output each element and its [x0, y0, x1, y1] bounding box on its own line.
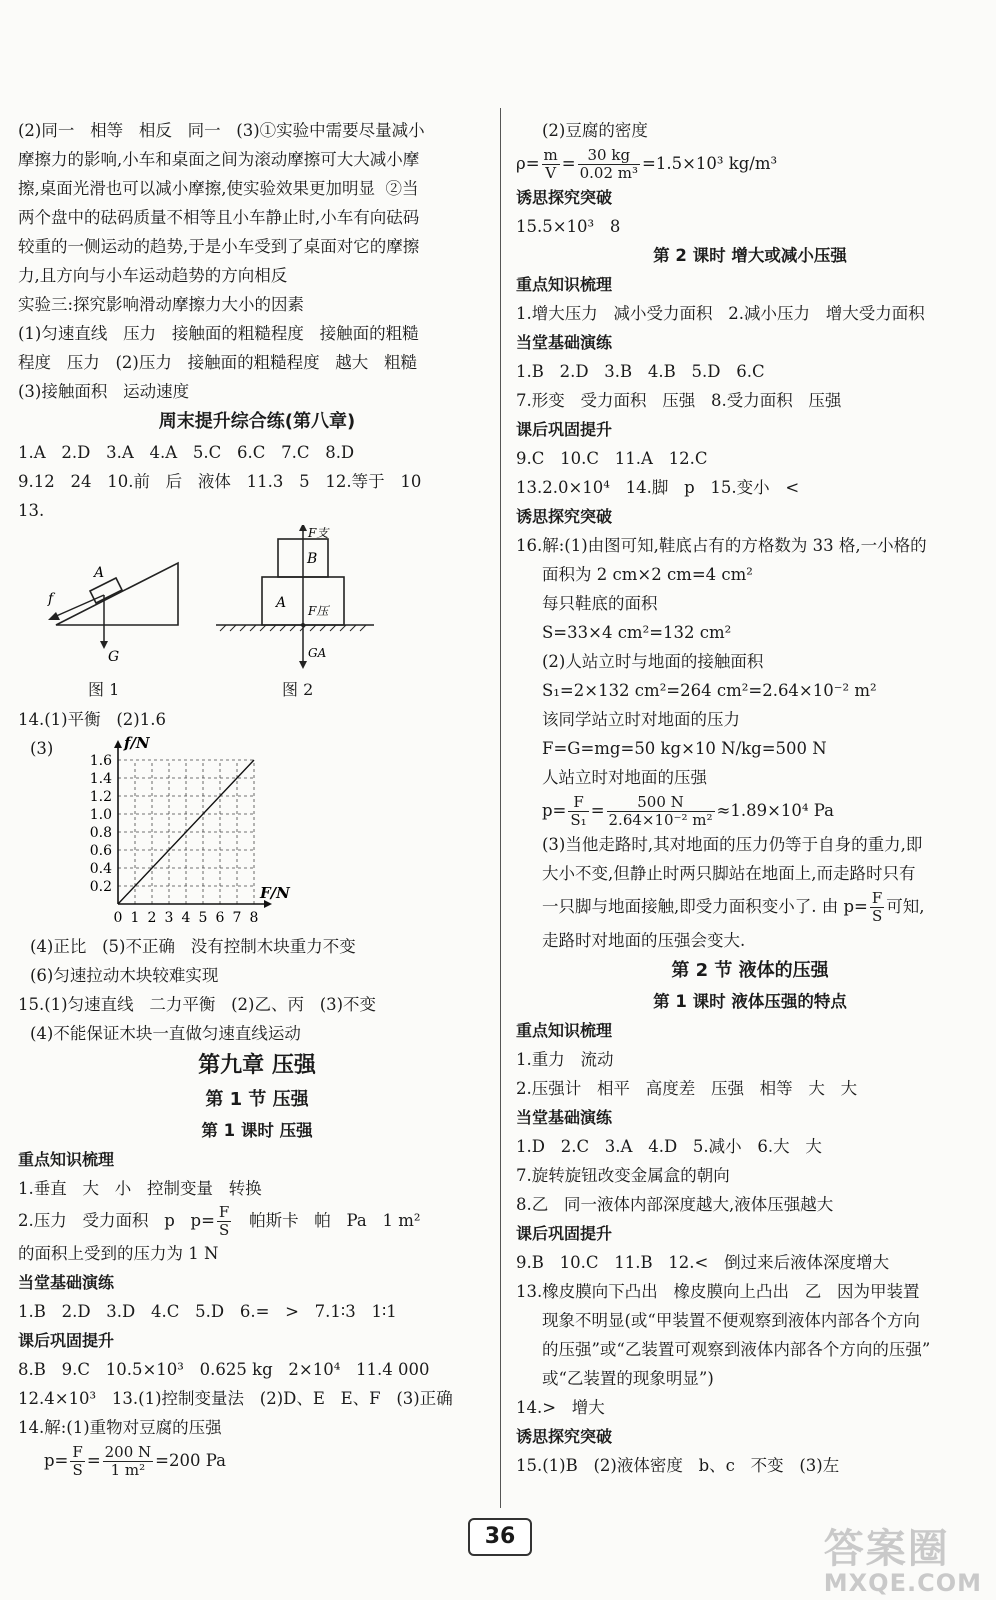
- answer-line: S₁=2×132 cm²=264 cm²=2.64×10⁻² m²: [542, 681, 877, 700]
- figure-2: [216, 525, 374, 669]
- heading: 重点知识梳理: [516, 1021, 613, 1040]
- text: ≈1.89×10⁴ Pa: [716, 801, 834, 820]
- formula-line: [516, 792, 984, 830]
- y-tick-label: 0.6: [89, 843, 112, 859]
- text-line: 较重的一侧运动的趋势,于是小车受到了桌面对它的摩擦: [18, 237, 420, 256]
- fig2-label-a: A: [276, 595, 287, 611]
- fraction: [870, 890, 884, 925]
- text: 可知,: [886, 897, 925, 916]
- answer-line: 12.4×10³ 13.(1)控制变量法 (2)D、E E、F (3)正确: [18, 1389, 453, 1408]
- y-tick-label: 0.8: [89, 825, 112, 841]
- y-tick-label: 1.4: [89, 771, 112, 787]
- answer-line: 7.形变 受力面积 压强 8.受力面积 压强: [516, 391, 842, 410]
- answer-line: 9.B 10.C 11.B 12.< 倒过来后液体深度增大: [516, 1253, 890, 1272]
- arrow-head: [100, 641, 108, 649]
- denominator: S₁: [570, 811, 587, 829]
- answer-line: 16.解:(1)由图可知,鞋底占有的方格数为 33 格,一小格的: [516, 536, 927, 555]
- fraction: [70, 1444, 84, 1479]
- watermark-logo: [824, 1528, 982, 1596]
- page-number: 36: [468, 1518, 532, 1556]
- answer-line: (3)当他走路时,其对地面的压力仍等于自身的重力,即: [542, 835, 923, 854]
- answer-line: 或“乙装置的现象明显”): [542, 1369, 714, 1388]
- text-line: 擦,桌面光滑也可以减小摩擦,使实验效果更加明显 ②当: [18, 179, 419, 198]
- fraction: [578, 147, 640, 182]
- formula-line: [18, 1442, 496, 1480]
- fig1-label-f: f: [48, 591, 54, 607]
- answer-line: 13.橡皮膜向下凸出 橡皮膜向上凸出 乙 因为甲装置: [516, 1282, 920, 1301]
- numerator: 30 kg: [578, 147, 640, 165]
- heading: 当堂基础演练: [516, 1108, 613, 1127]
- y-tick-label: 1.0: [89, 807, 112, 823]
- text: 2.压力 受力面积 p p=: [18, 1211, 215, 1230]
- text-line: (3)接触面积 运动速度: [18, 382, 190, 401]
- fig2-caption: 图 2: [282, 680, 314, 699]
- answer-line: 大小不变,但静止时两只脚站在地面上,而走路时只有: [542, 864, 916, 883]
- answer-line: (4)不能保证木块一直做匀速直线运动: [30, 1024, 301, 1043]
- answer-line: S=33×4 cm²=132 cm²: [542, 623, 732, 642]
- watermark-url: MXQE.COM: [823, 1569, 982, 1597]
- x-tick-label: 8: [249, 910, 259, 926]
- heading: 重点知识梳理: [516, 275, 613, 294]
- x-tick-label: 4: [181, 910, 191, 926]
- fig2-label-fzhi: F支: [308, 526, 329, 540]
- text: p=: [44, 1451, 69, 1470]
- fig1-label-a: A: [94, 565, 105, 581]
- fig1-caption: 图 1: [88, 680, 120, 699]
- section-title: 第 2 节 液体的压强: [671, 960, 829, 981]
- figure-captions: [18, 675, 496, 705]
- answer-line: [18, 1203, 496, 1239]
- right-column: [516, 116, 984, 1480]
- section-title: 周末提升综合练(第八章): [158, 411, 356, 432]
- answer-line: 的压强”或“乙装置可观察到液体内部各个方向的压强”: [542, 1340, 931, 1359]
- answer-line: 13.: [18, 501, 45, 520]
- y-tick-label: 0.2: [89, 879, 112, 895]
- answer-line: 1.A 2.D 3.A 4.A 5.C 6.C 7.C 8.D: [18, 443, 355, 462]
- denominator: 2.64×10⁻² m²: [608, 811, 713, 829]
- x-tick-label: 5: [198, 910, 208, 926]
- answer-line: 走路时对地面的压强会变大.: [542, 931, 746, 950]
- fig2-label-fya: F压: [308, 604, 329, 618]
- left-column: [18, 116, 496, 1480]
- answer-line: 14.解:(1)重物对豆腐的压强: [18, 1418, 222, 1437]
- heading: 诱思探究突破: [516, 1427, 613, 1446]
- x-axis-label: F/N: [260, 884, 290, 902]
- fraction: [103, 1444, 154, 1479]
- text-line: 程度 压力 (2)压力 接触面的粗糙程度 越大 粗糙: [18, 353, 418, 372]
- answer-line: 人站立时对地面的压强: [542, 768, 707, 787]
- fig1-label-g: G: [108, 649, 120, 665]
- friction-chart: [56, 734, 356, 932]
- heading: 当堂基础演练: [18, 1273, 115, 1292]
- text: =: [590, 801, 605, 820]
- incline: [56, 563, 178, 625]
- numerator: F: [871, 889, 883, 907]
- section-title: 第 1 节 压强: [205, 1089, 309, 1110]
- answer-label: (3): [30, 739, 54, 758]
- numerator: m: [543, 146, 558, 164]
- denominator: S: [871, 907, 883, 925]
- fig2-label-ga: GA: [308, 646, 327, 660]
- lesson-title: 第 1 课时 液体压强的特点: [653, 992, 847, 1011]
- answer-line: 面积为 2 cm×2 cm=4 cm²: [542, 565, 753, 584]
- arrow-head: [299, 525, 307, 531]
- answer-line: 1.B 2.D 3.D 4.C 5.D 6.= > 7.1∶3 1∶1: [18, 1302, 397, 1321]
- lesson-title: 第 2 课时 增大或减小压强: [653, 246, 847, 265]
- x-tick-label: 0: [113, 910, 123, 926]
- text: =1.5×10³ kg/m³: [642, 154, 778, 173]
- numerator: 500 N: [607, 794, 715, 812]
- denominator: V: [545, 164, 557, 182]
- answer-line: (6)匀速拉动木块较难实现: [30, 966, 219, 985]
- answer-line: 1.D 2.C 3.A 4.D 5.减小 6.大 大: [516, 1137, 822, 1156]
- answer-line: 1.重力 流动: [516, 1050, 614, 1069]
- y-tick-label: 0.4: [89, 861, 112, 877]
- text-line: (1)匀速直线 压力 接触面的粗糙程度 接触面的粗糙: [18, 324, 419, 343]
- y-tick-label: 1.2: [89, 789, 112, 805]
- answer-line: 2.压强计 相平 高度差 压强 相等 大 大: [516, 1079, 858, 1098]
- heading: 重点知识梳理: [18, 1150, 115, 1169]
- heading: 诱思探究突破: [516, 188, 613, 207]
- x-tick-label: 6: [215, 910, 225, 926]
- fraction: [568, 794, 588, 829]
- answer-line: 该同学站立时对地面的压力: [542, 710, 740, 729]
- heading: 当堂基础演练: [516, 333, 613, 352]
- answer-line: F=G=mg=50 kg×10 N/kg=500 N: [542, 739, 827, 758]
- answer-line: (4)正比 (5)不正确 没有控制木块重力不变: [30, 937, 356, 956]
- fig2-label-b: B: [307, 551, 318, 567]
- formula-line: [516, 145, 984, 183]
- answer-line: 1.垂直 大 小 控制变量 转换: [18, 1179, 262, 1198]
- numerator: 200 N: [104, 1443, 152, 1461]
- column-divider: [500, 108, 501, 1508]
- x-tick-label: 2: [147, 910, 157, 926]
- y-axis-arrow: [114, 740, 122, 748]
- x-tick-label: 7: [232, 910, 242, 926]
- x-tick-label: 1: [130, 910, 140, 926]
- heading: 课后巩固提升: [18, 1331, 115, 1350]
- text: 一只脚与地面接触,即受力面积变小了. 由 p=: [542, 897, 868, 916]
- heading: 课后巩固提升: [516, 420, 613, 439]
- answer-line: 15.(1)B (2)液体密度 b、c 不变 (3)左: [516, 1456, 840, 1475]
- denominator: S: [218, 1221, 230, 1239]
- denominator: S: [72, 1461, 83, 1479]
- text-line: 两个盘中的砝码质量不相等且小车静止时,小车有向砝码: [18, 208, 420, 227]
- figure-1: [47, 563, 178, 665]
- fraction: [542, 147, 560, 182]
- answer-line: 每只鞋底的面积: [542, 594, 658, 613]
- heading: 诱思探究突破: [516, 507, 613, 526]
- force-diagrams: [18, 525, 496, 675]
- answer-line: 1.B 2.D 3.B 4.B 5.D 6.C: [516, 362, 765, 381]
- text-line: 力,且方向与小车运动趋势的方向相反: [18, 266, 288, 285]
- y-tick-label: 1.6: [89, 753, 112, 769]
- answer-line: 现象不明显(或“甲装置不便观察到液体内部各个方向: [542, 1311, 920, 1330]
- fraction: [607, 794, 715, 829]
- ground-hatching: [220, 625, 366, 631]
- x-tick-label: 3: [164, 910, 174, 926]
- answer-line: 8.乙 同一液体内部深度越大,液体压强越大: [516, 1195, 834, 1214]
- answer-line: 15.5×10³ 8: [516, 217, 621, 236]
- answer-line: 14.(1)平衡 (2)1.6: [18, 710, 166, 729]
- numerator: F: [218, 1203, 230, 1221]
- answer-line: (2)豆腐的密度: [542, 121, 648, 140]
- answer-line: 1.增大压力 减小受力面积 2.减小压力 增大受力面积: [516, 304, 925, 323]
- formula-line: [516, 888, 984, 926]
- y-axis-label: f/N: [124, 734, 150, 752]
- arrow-head: [299, 661, 307, 669]
- numerator: F: [72, 1443, 83, 1461]
- answer-line: 9.C 10.C 11.A 12.C: [516, 449, 708, 468]
- answer-line: (2)人站立时与地面的接触面积: [542, 652, 764, 671]
- text: =200 Pa: [155, 1451, 226, 1470]
- text: 帕斯卡 帕 Pa 1 m²: [233, 1211, 421, 1230]
- answer-line: 13.2.0×10⁴ 14.脚 p 15.变小 <: [516, 478, 800, 497]
- watermark-text: 答案圈: [823, 1526, 950, 1572]
- text-line: 实验三:探究影响滑动摩擦力大小的因素: [18, 295, 305, 314]
- heading: 课后巩固提升: [516, 1224, 613, 1243]
- answer-line: 15.(1)匀速直线 二力平衡 (2)乙、丙 (3)不变: [18, 995, 377, 1014]
- text: p=: [542, 801, 567, 820]
- answer-line: 14.> 增大: [516, 1398, 605, 1417]
- answer-line: 的面积上受到的压力为 1 N: [18, 1244, 219, 1263]
- answer-line: 7.旋转旋钮改变金属盒的朝向: [516, 1166, 730, 1185]
- denominator: 1 m²: [110, 1461, 146, 1479]
- contact-point: [301, 623, 305, 627]
- fraction: [217, 1204, 231, 1239]
- answer-line: 8.B 9.C 10.5×10³ 0.625 kg 2×10⁴ 11.4 000: [18, 1360, 430, 1379]
- answer-line: 9.12 24 10.前 后 液体 11.3 5 12.等于 10: [18, 472, 422, 491]
- text-line: (2)同一 相等 相反 同一 (3)①实验中需要尽量减小: [18, 121, 425, 140]
- arrow-head: [48, 612, 60, 620]
- text: =: [86, 1451, 101, 1470]
- text: ρ=: [516, 154, 540, 173]
- denominator: 0.02 m³: [579, 164, 638, 182]
- chapter-title: 第九章 压强: [198, 1053, 316, 1078]
- text: =: [561, 154, 576, 173]
- force-diagram-svg: [18, 525, 496, 675]
- lesson-title: 第 1 课时 压强: [201, 1121, 313, 1140]
- chart-block: [18, 734, 496, 932]
- text-line: 摩擦力的影响,小车和桌面之间为滚动摩擦可大大减小摩: [18, 150, 420, 169]
- numerator: F: [568, 794, 588, 812]
